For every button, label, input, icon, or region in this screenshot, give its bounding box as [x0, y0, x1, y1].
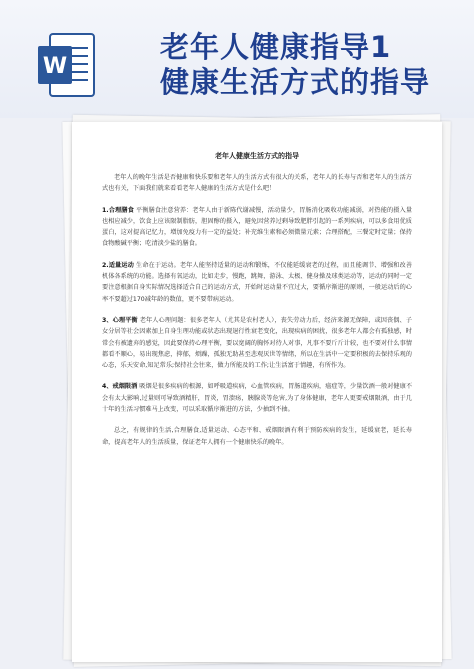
paragraph-exercise-lead: 2.适量运动 [102, 261, 134, 269]
document-title: 老年人健康生活方式的指导 [215, 152, 299, 160]
paragraph-diet-lead: 1.合理膳食 [102, 206, 134, 214]
paragraph-exercise-text: 生命在于运动。老年人能坚持适量的运动和锻炼，不仅能延缓衰老的过程，而且能调节、增强和改善机体各系统的功能。选择有氧运动，比如走步，慢跑，跳舞，游泳、太极、健身操及球类运动等，运动的同时一定要注意根据自身实际情况选择适合自己的运动方式，开始时运动量不宜过大，要循序渐进的原则，一般运动后的心率不要超过170减年龄的数值，更不要带病运动。 [102, 261, 413, 303]
word-doc-icon [36, 30, 96, 100]
paragraph-diet-text: 平衡膳食注意营养：老年人由于新陈代谢减慢，活动量少，胃肠消化吸收功能减弱，对热能的摄入量也相应减少，饮食上应该限制脂肪，胆固醇的摄入，避免因营养过剩导致肥胖引起的一系列疾病，可以多食用优质蛋白，这对提高记忆力，增加免疫力有一定的益处；补充维生素和必须微量元素；合理搭配，三餐定时定量；保持食物酸碱平衡；吃清淡少盐的膳食。 [102, 206, 413, 248]
paragraph-summary [102, 425, 412, 448]
paragraph-mental-lead: 3、心理平衡 [102, 316, 138, 324]
paragraph-smoking-lead: 4、戒烟限酒 [102, 383, 138, 391]
document-page [72, 122, 442, 662]
header-banner [0, 0, 474, 118]
paragraph-smoking [102, 381, 412, 415]
paragraph-diet [102, 205, 412, 250]
banner-title [160, 30, 470, 100]
word-icon-letter: W [42, 54, 68, 79]
banner-title-line1: 老年人健康指导1 [160, 30, 392, 64]
paragraph-smoking-text: 吸烟是很多疾病的根源，如呼吸道疾病，心血管疾病，胃肠道疾病，癌症等，少量饮酒一般对健康不会有太大影响,过量则可导致酒精肝，胃炎，胃溃疡，胰腺炎等危害,为了身体健康，老年人更要戒烟限酒，由于几十年的生活习惯难马上改变，可以采取循序渐进的方法，少抽到不抽。 [102, 383, 413, 414]
banner-title-line2: 健康生活方式的指导 [160, 65, 431, 99]
document-body [72, 172, 442, 448]
paragraph-mental-text: 老年人心理问题：很多老年人（尤其是农村老人），丧失劳动力后，经济来源无保障，或因丧偶、子女分居等社会因素加上自身生理功能或状态出现退行性衰老变化，出现疾病的困扰，很多老年人都会有孤独感，时常会有被遗弃的感觉，因此要保持心理平衡，要以宽阔的胸怀对待人对事，凡事不要斤斤计较，也不要对什么事情都看不顺心，易出现焦虑，抑郁，烦躁，孤独无助甚至悲观厌世等情绪，所以在生活中一定要积极的去保持乐观的心态，乐天安命,知足常乐;保持社会往来，做力所能及的工作;让生活富于情趣，有所作为。 [102, 316, 412, 370]
paragraph-intro-text: 老年人的晚年生活是否健康和快乐要和老年人的生活方式有很大的关系，老年人的长寿与否和老年人的生活方式也有关，下面我们就来看看老年人健康的生活方式是什么吧！ [102, 174, 412, 193]
paragraph-intro [102, 172, 412, 195]
paragraph-exercise [102, 260, 412, 305]
paragraph-summary-text: 总之，有规律的生活,合理膳食,适量运动、心态平和、戒烟限酒有利于预防疾病的发生，延缓衰老，延长寿命，提高老年人的生活质量，保证老年人拥有一个健康快乐的晚年。 [102, 427, 412, 446]
paragraph-mental [102, 315, 412, 371]
